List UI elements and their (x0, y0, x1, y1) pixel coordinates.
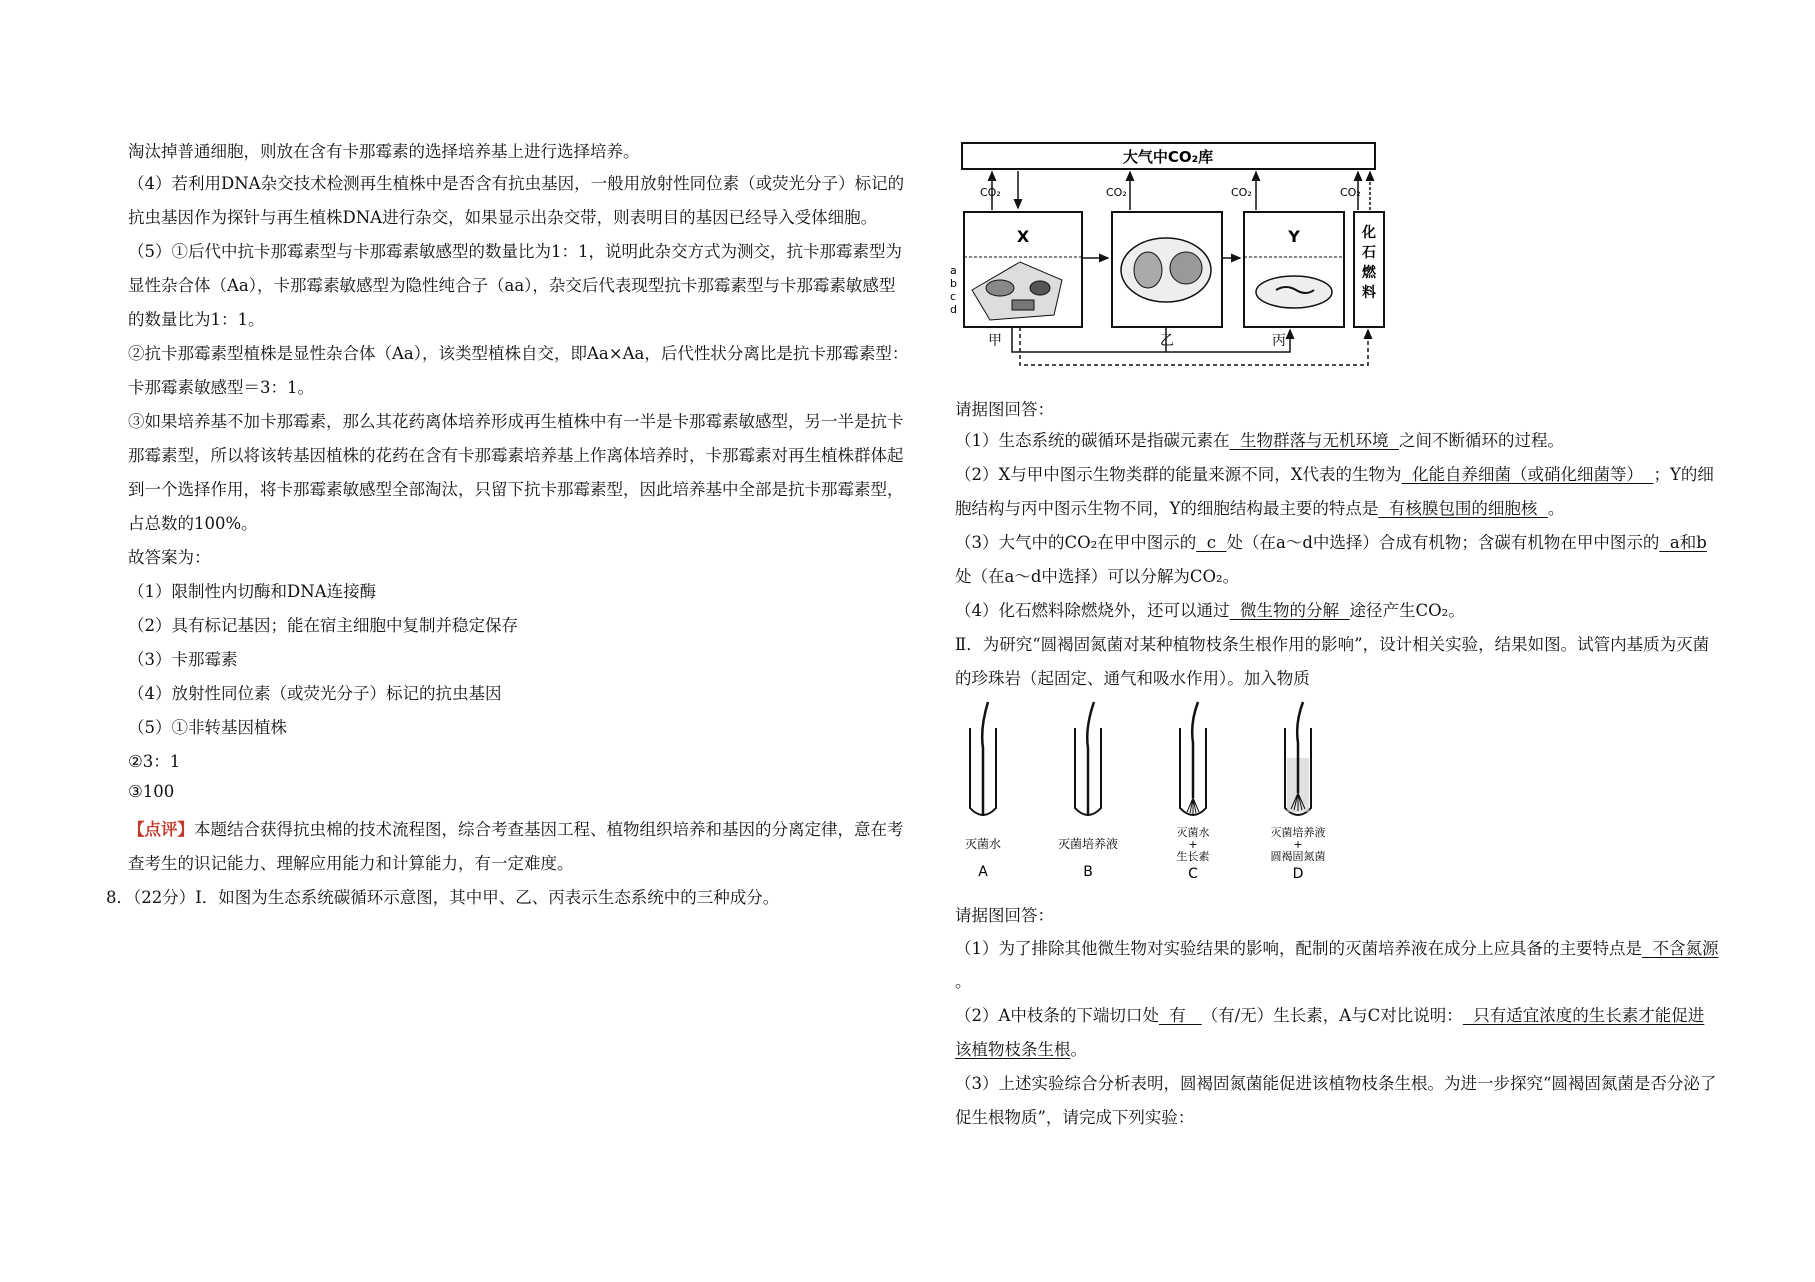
carbon-cycle-diagram (950, 140, 1390, 370)
comment-line (128, 816, 904, 840)
label-d: d (950, 303, 957, 316)
answer-blank: 只有适宜浓度的生长素才能促进 (1473, 1006, 1705, 1025)
text-line: 那霉素型，所以将该转基因植株的花药在含有卡那霉素培养基上作离体培养时，卡那霉素对再生植株群体起 (128, 446, 904, 465)
text-line: 抗虫基因作为探针与再生植株DNA进行杂交，如果显示出杂交带，则表明目的基因已经导入受体细胞。 (128, 208, 878, 227)
answer-line-1: （1）生态系统的碳循环是指碳元素在 生物群落与无机环境 之间不断循环的过程。 (955, 431, 1564, 450)
co2-label: CO₂ (1106, 186, 1127, 199)
answer-line-3b: 处（在a～d中选择）可以分解为CO₂。 (955, 567, 1240, 586)
answer-blank: 微生物的分解 (1240, 601, 1339, 620)
svg-text:A: A (978, 864, 988, 880)
text-line: （4）放射性同位素（或荧光分子）标记的抗虫基因 (128, 684, 502, 703)
text-line: 淘汰掉普通细胞，则放在含有卡那霉素的选择培养基上进行选择培养。 (128, 142, 640, 161)
prompt-text: 请据图回答： (955, 400, 1054, 419)
label-a: a (950, 264, 957, 277)
x-label: X (1016, 227, 1030, 246)
svg-text:B: B (1083, 864, 1093, 880)
answer-line-p2: （2）A中枝条的下端切口处 有 （有/无）生长素，A与C对比说明： 只有适宜浓度的生长素才能促进 (955, 1006, 1705, 1025)
answer-blank: a和b (1669, 533, 1707, 552)
answer-line-p1: （1）为了排除其他微生物对实验结果的影响，配制的灭菌培养液在成分上应具备的主要特点是 不含氮源 (955, 939, 1719, 958)
text-line: （3）卡那霉素 (128, 650, 238, 669)
text-line: （5）①后代中抗卡那霉素型与卡那霉素敏感型的数量比为1：1，说明此杂交方式为测交，抗卡那霉素型为 (128, 242, 902, 261)
answer-line-2: （2）X与甲中图示生物类群的能量来源不同，X代表的生物为 化能自养细菌（或硝化细菌等） ；Y的细 (955, 465, 1714, 484)
answer-blank: 有 (1169, 1006, 1186, 1025)
svg-text:灭菌培养液: 灭菌培养液 (1057, 837, 1119, 851)
jia-label: 甲 (988, 333, 1002, 349)
tube-b (1058, 702, 1118, 880)
question-line-p3b: 促生根物质”，请完成下列实验： (955, 1108, 1195, 1127)
yi-label: 乙 (1160, 333, 1174, 349)
svg-text:灭菌培养液: 灭菌培养液 (1270, 826, 1326, 839)
answer-line-2b: 胞结构与丙中图示生物不同，Y的细胞结构最主要的特点是 有核膜包围的细胞核 。 (955, 499, 1565, 518)
answer-line-4: （4）化石燃料除燃烧外，还可以通过 微生物的分解 途径产生CO₂。 (955, 601, 1465, 620)
svg-text:C: C (1188, 866, 1198, 882)
fossil-char: 燃 (1362, 265, 1376, 281)
text-line: 到一个选择作用，将卡那霉素敏感型全部淘汰，只留下抗卡那霉素型，因此培养基中全部是抗卡那霉素型， (128, 480, 904, 499)
comment-text: 本题结合获得抗虫棉的技术流程图，综合考查基因工程、植物组织培养和基因的分离定律，意在考 (194, 820, 904, 839)
text-line: 故答案为： (128, 548, 211, 567)
svg-text:圆褐固氮菌: 圆褐固氮菌 (1270, 850, 1326, 863)
question-line-p3: （3）上述实验综合分析表明，圆褐固氮菌能促进该植物枝条生根。为进一步探究“圆褐固氮菌是否分泌了 (955, 1074, 1717, 1093)
answer-blank: 生物群落与无机环境 (1240, 431, 1389, 450)
fossil-char: 化 (1362, 225, 1376, 241)
text-line: 的数量比为1：1。 (128, 310, 265, 329)
co2-label: CO₂ (1340, 186, 1361, 199)
comment-tag: 【点评】 (128, 820, 194, 839)
text-line: 显性杂合体（Aa），卡那霉素敏感型为隐性纯合子（aa），杂交后代表现型抗卡那霉素型与卡那霉素敏感型 (128, 276, 896, 295)
text-line: 卡那霉素敏感型＝3：1。 (128, 378, 314, 397)
text-line: （4）若利用DNA杂交技术检测再生植株中是否含有抗虫基因，一般用放射性同位素（或荧光分子）标记的 (128, 174, 905, 193)
test-tubes-figure (950, 698, 1350, 888)
svg-text:+: + (1293, 838, 1303, 851)
co2-label: CO₂ (1231, 186, 1252, 199)
text-line: ②抗卡那霉素型植株是显性杂合体（Aa），该类型植株自交，即Aa×Aa，后代性状分离比是抗卡那霉素型： (128, 344, 909, 363)
question-8: 8．（22分）I．如图为生态系统碳循环示意图，其中甲、乙、丙表示生态系统中的三种成分。 (106, 888, 780, 907)
text-line: ③100 (128, 782, 175, 801)
svg-text:+: + (1188, 838, 1198, 851)
tube-a (965, 702, 1001, 880)
text-line: （5）①非转基因植株 (128, 718, 287, 737)
text-line: ②3：1 (128, 752, 181, 771)
answer-line-p1-end: 。 (955, 972, 972, 991)
text-line: ③如果培养基不加卡那霉素，那么其花药离体培养形成再生植株中有一半是卡那霉素敏感型，另一半是抗卡 (128, 412, 904, 431)
tube-c (1177, 702, 1210, 882)
svg-text:灭菌水: 灭菌水 (1176, 826, 1210, 839)
text-line: （2）具有标记基因；能在宿主细胞中复制并稳定保存 (128, 616, 518, 635)
prompt-text: 请据图回答： (955, 906, 1054, 925)
atmosphere-co2-label: 大气中CO₂库 (1122, 148, 1214, 166)
section-ii-line-1: Ⅱ．为研究“圆褐固氮菌对某种植物枝条生根作用的影响”，设计相关实验，结果如图。试管内基质为灭菌 (955, 635, 1710, 654)
svg-text:生长素: 生长素 (1176, 850, 1210, 863)
answer-blank: 该植物枝条生根 (955, 1040, 1071, 1059)
answer-blank: c (1206, 533, 1217, 552)
bing-label: 丙 (1272, 333, 1286, 349)
text-line: 占总数的100%。 (128, 514, 258, 533)
fossil-char: 料 (1362, 285, 1376, 301)
svg-text:D: D (1292, 866, 1304, 882)
answer-blank: 化能自养细菌（或硝化细菌等） (1412, 465, 1643, 484)
section-ii-line-2: 的珍珠岩（起固定、通气和吸水作用）。加入物质 (955, 669, 1310, 688)
label-b: b (950, 277, 957, 290)
text-line: （1）限制性内切酶和DNA连接酶 (128, 582, 377, 601)
tube-d (1271, 702, 1326, 882)
comment-line-2: 查考生的识记能力、理解应用能力和计算能力，有一定难度。 (128, 854, 574, 873)
label-c: c (950, 290, 957, 303)
svg-text:灭菌水: 灭菌水 (964, 837, 1002, 851)
answer-line-3: （3）大气中的CO₂在甲中图示的 c 处（在a～d中选择）合成有机物；含碳有机物在甲中图示的 a和b (955, 533, 1707, 552)
co2-label: CO₂ (980, 186, 1001, 199)
answer-line-p2b: 该植物枝条生根。 (955, 1040, 1087, 1059)
y-label: Y (1288, 227, 1300, 246)
answer-blank: 不含氮源 (1652, 939, 1719, 958)
answer-blank: 有核膜包围的细胞核 (1388, 499, 1538, 518)
fossil-char: 石 (1362, 245, 1376, 261)
